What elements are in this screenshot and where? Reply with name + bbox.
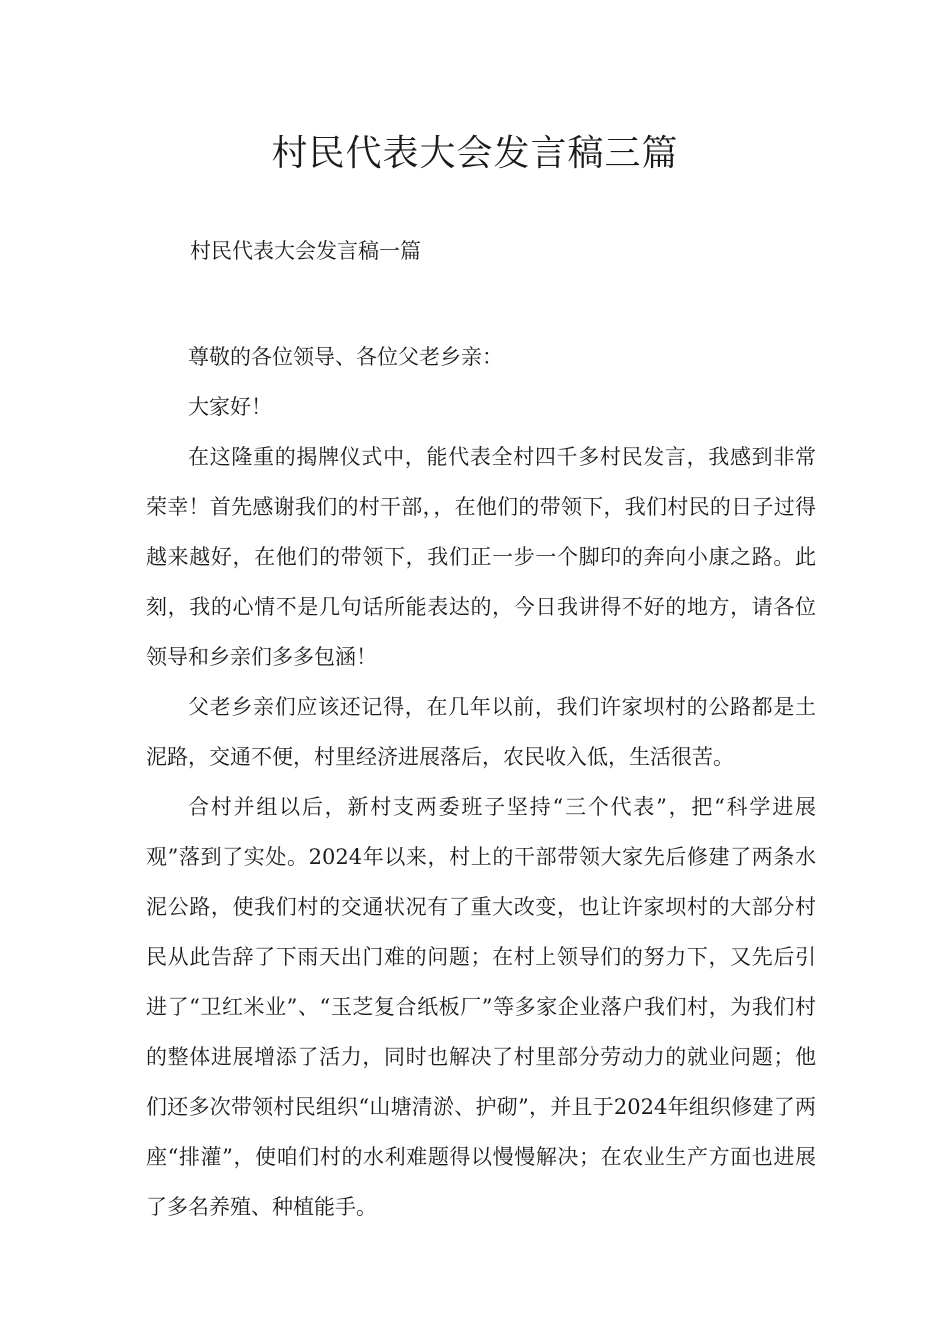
paragraph-greeting: 大家好！: [188, 395, 272, 419]
document-title: 村民代表大会发言稿三篇: [271, 133, 679, 174]
paragraph: 在这隆重的揭牌仪式中，能代表全村四千多村民发言，我感到非常荣幸！首先感谢我们的村干部，，在他们的带领下，我们村民的日子过得越来越好，在他们的带领下，我们正一步一个脚印的奔向小康之路。此刻，我的心情不是几句话所能表达的，今日我讲得不好的地方，请各位领导和乡亲们多多包涵！: [146, 445, 816, 669]
paragraph: 合村并组以后，新村支两委班子坚持“三个代表”，把“科学进展观”落到了实处。2024年以来，村上的干部带领大家先后修建了两条水泥公路，使我们村的交通状况有了重大改变，也让许家坝村的大部分村民从此告辞了下雨天出门难的问题；在村上领导们的努力下，又先后引进了“卫红米业”、“玉芝复合纸板厂”等多家企业落户我们村，为我们村的整体进展增添了活力，同时也解决了村里部分劳动力的就业问题；他们还多次带领村民组织“山塘清淤、护砌”，并且于2024年组织修建了两座“排灌”，使咱们村的水利难题得以慢慢解决；在农业生产方面也进展了多名养殖、种植能手。: [146, 795, 816, 1219]
document-body: [146, 332, 816, 1232]
paragraph: 父老乡亲们应该还记得，在几年以前，我们许家坝村的公路都是土泥路，交通不便，村里经济进展落后，农民收入低，生活很苦。: [146, 695, 816, 769]
section-subtitle: 村民代表大会发言稿一篇: [190, 239, 421, 263]
paragraph-salutation: 尊敬的各位领导、各位父老乡亲：: [188, 345, 503, 369]
